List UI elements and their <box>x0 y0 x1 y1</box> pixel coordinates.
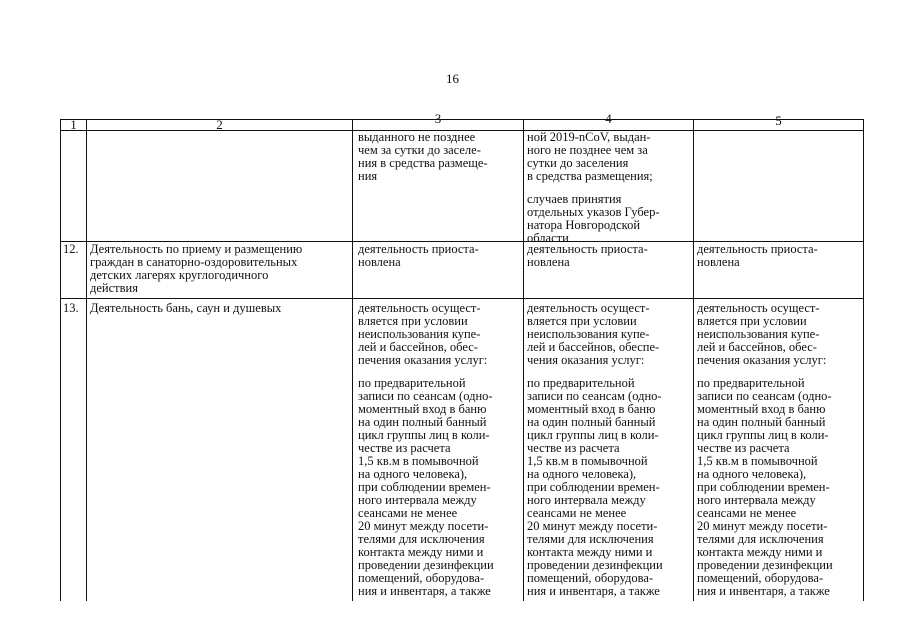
restriction-text-line: 20 минут между посети- <box>697 519 828 533</box>
restriction-text-line: деятельность приоста- <box>358 242 479 256</box>
restriction-text-line: деятельность приоста- <box>697 242 818 256</box>
restriction-text-line: 20 минут между посети- <box>358 519 489 533</box>
restriction-text-line: честве из расчета <box>697 441 790 455</box>
restriction-text-line: при соблюдении времен- <box>358 480 491 494</box>
restriction-text-line: на один полный банный <box>527 415 656 429</box>
column-header-5: 5 <box>775 113 782 128</box>
restriction-text-line: честве из расчета <box>358 441 451 455</box>
restriction-text-line: помещений, оборудова- <box>358 571 485 585</box>
restriction-text-line: сеансами не менее <box>358 506 458 520</box>
table-col-rule-2 <box>352 119 353 601</box>
restriction-text-line: контакта между ними и <box>527 545 653 559</box>
table-col-rule-5 <box>863 119 864 601</box>
restriction-text-line: ного не позднее чем за <box>527 143 648 157</box>
restriction-text-line: ного интервала между <box>697 493 816 507</box>
restriction-text-line: ния и инвентаря, а также <box>358 584 491 598</box>
restriction-text-line: записи по сеансам (одно- <box>358 389 493 403</box>
restriction-text-line: ной 2019-nCoV, выдан- <box>527 130 651 144</box>
row-number: 13. <box>63 301 79 315</box>
activity-name-line: детских лагерях круглогодичного <box>90 268 269 282</box>
restriction-text-line: новлена <box>527 255 570 269</box>
restriction-text-line: по предварительной <box>527 376 635 390</box>
restriction-text-line: сеансами не менее <box>697 506 797 520</box>
restriction-text-line: телями для исключения <box>527 532 654 546</box>
restriction-text-line: контакта между ними и <box>697 545 823 559</box>
restriction-text-line: 20 минут между посети- <box>527 519 658 533</box>
restriction-text-line: в средства размещения; <box>527 169 653 183</box>
activity-name-line: граждан в санаторно-оздоровительных <box>90 255 298 269</box>
restriction-text-line: деятельность приоста- <box>527 242 648 256</box>
restriction-text-line: помещений, оборудова- <box>527 571 654 585</box>
restriction-text-line: вляется при условии <box>358 314 468 328</box>
column-header-2: 2 <box>216 117 223 132</box>
restriction-text-line: по предварительной <box>358 376 466 390</box>
restriction-text-line: на одного человека), <box>358 467 468 481</box>
restriction-text-line: 1,5 кв.м в помывочной <box>527 454 648 468</box>
restriction-text-line: лей и бассейнов, обес- <box>358 340 478 354</box>
activity-name-line: Деятельность бань, саун и душевых <box>90 301 282 315</box>
restriction-text-line: ного интервала между <box>527 493 646 507</box>
restriction-text-line: лей и бассейнов, обеспе- <box>527 340 660 354</box>
restriction-text-line: на один полный банный <box>697 415 826 429</box>
restriction-text-line: цикл группы лиц в коли- <box>358 428 490 442</box>
restriction-text-line: печения оказания услуг: <box>358 353 488 367</box>
restriction-text-line: цикл группы лиц в коли- <box>527 428 659 442</box>
restriction-text-line: неиспользования купе- <box>527 327 650 341</box>
restriction-text-line: случаев принятия <box>527 192 622 206</box>
restriction-text-line: новлена <box>697 255 740 269</box>
restriction-text-line: моментный вход в баню <box>358 402 487 416</box>
restriction-text-line: вляется при условии <box>527 314 637 328</box>
table-col-rule-1 <box>86 119 87 601</box>
restriction-text-line: ния <box>358 169 378 183</box>
restriction-text-line: печения оказания услуг: <box>697 353 827 367</box>
restriction-text-line: 1,5 кв.м в помывочной <box>358 454 479 468</box>
restriction-text-line: деятельность осущест- <box>527 301 650 315</box>
restriction-text-line: проведении дезинфекции <box>358 558 494 572</box>
restriction-text-line: области <box>527 231 569 245</box>
restriction-text-line: помещений, оборудова- <box>697 571 824 585</box>
activity-name-line: действия <box>90 281 138 295</box>
table-col-rule-4 <box>693 119 694 601</box>
table-rule-row13 <box>60 298 864 299</box>
restriction-text-line: телями для исключения <box>697 532 824 546</box>
page-number: 16 <box>446 71 459 86</box>
restriction-text-line: на один полный банный <box>358 415 487 429</box>
restriction-text-line: сутки до заселения <box>527 156 629 170</box>
restriction-text-line: моментный вход в баню <box>697 402 826 416</box>
restriction-text-line: сеансами не менее <box>527 506 627 520</box>
restriction-text-line: ния и инвентаря, а также <box>697 584 830 598</box>
table-col-rule-3 <box>523 119 524 601</box>
restriction-text-line: лей и бассейнов, обес- <box>697 340 817 354</box>
restriction-text-line: записи по сеансам (одно- <box>697 389 832 403</box>
column-header-1: 1 <box>70 117 77 132</box>
restriction-text-line: проведении дезинфекции <box>697 558 833 572</box>
restriction-text-line: выданного не позднее <box>358 130 476 144</box>
restriction-text-line: телями для исключения <box>358 532 485 546</box>
restriction-text-line: на одного человека), <box>527 467 637 481</box>
column-header-3: 3 <box>434 111 442 126</box>
restriction-text-line: при соблюдении времен- <box>697 480 830 494</box>
restriction-text-line: контакта между ними и <box>358 545 484 559</box>
restriction-text-line: честве из расчета <box>527 441 620 455</box>
restriction-text-line: записи по сеансам (одно- <box>527 389 662 403</box>
restriction-text-line: чем за сутки до заселе- <box>358 143 481 157</box>
restriction-text-line: неиспользования купе- <box>358 327 481 341</box>
restriction-text-line: ного интервала между <box>358 493 477 507</box>
restriction-text-line: цикл группы лиц в коли- <box>697 428 829 442</box>
table-col-rule-0 <box>60 119 61 601</box>
restriction-text-line: проведении дезинфекции <box>527 558 663 572</box>
column-header-4: 4 <box>605 111 612 126</box>
restriction-text-line: ния и инвентаря, а также <box>527 584 660 598</box>
restriction-text-line: вляется при условии <box>697 314 807 328</box>
restriction-text-line: 1,5 кв.м в помывочной <box>697 454 818 468</box>
restriction-text-line: новлена <box>358 255 401 269</box>
restriction-text-line: моментный вход в баню <box>527 402 656 416</box>
restriction-text-line: ния в средства размеще- <box>358 156 488 170</box>
restriction-text-line: по предварительной <box>697 376 805 390</box>
restriction-text-line: деятельность осущест- <box>358 301 481 315</box>
restriction-text-line: чения оказания услуг: <box>527 353 645 367</box>
restriction-text-line: деятельность осущест- <box>697 301 820 315</box>
activity-name-line: Деятельность по приему и размещению <box>90 242 303 256</box>
restriction-text-line: при соблюдении времен- <box>527 480 660 494</box>
restriction-text-line: натора Новгородской <box>527 218 641 232</box>
restriction-text-line: неиспользования купе- <box>697 327 820 341</box>
restriction-text-line: на одного человека), <box>697 467 807 481</box>
row-number: 12. <box>63 242 79 256</box>
restriction-text-line: отдельных указов Губер- <box>527 205 660 219</box>
